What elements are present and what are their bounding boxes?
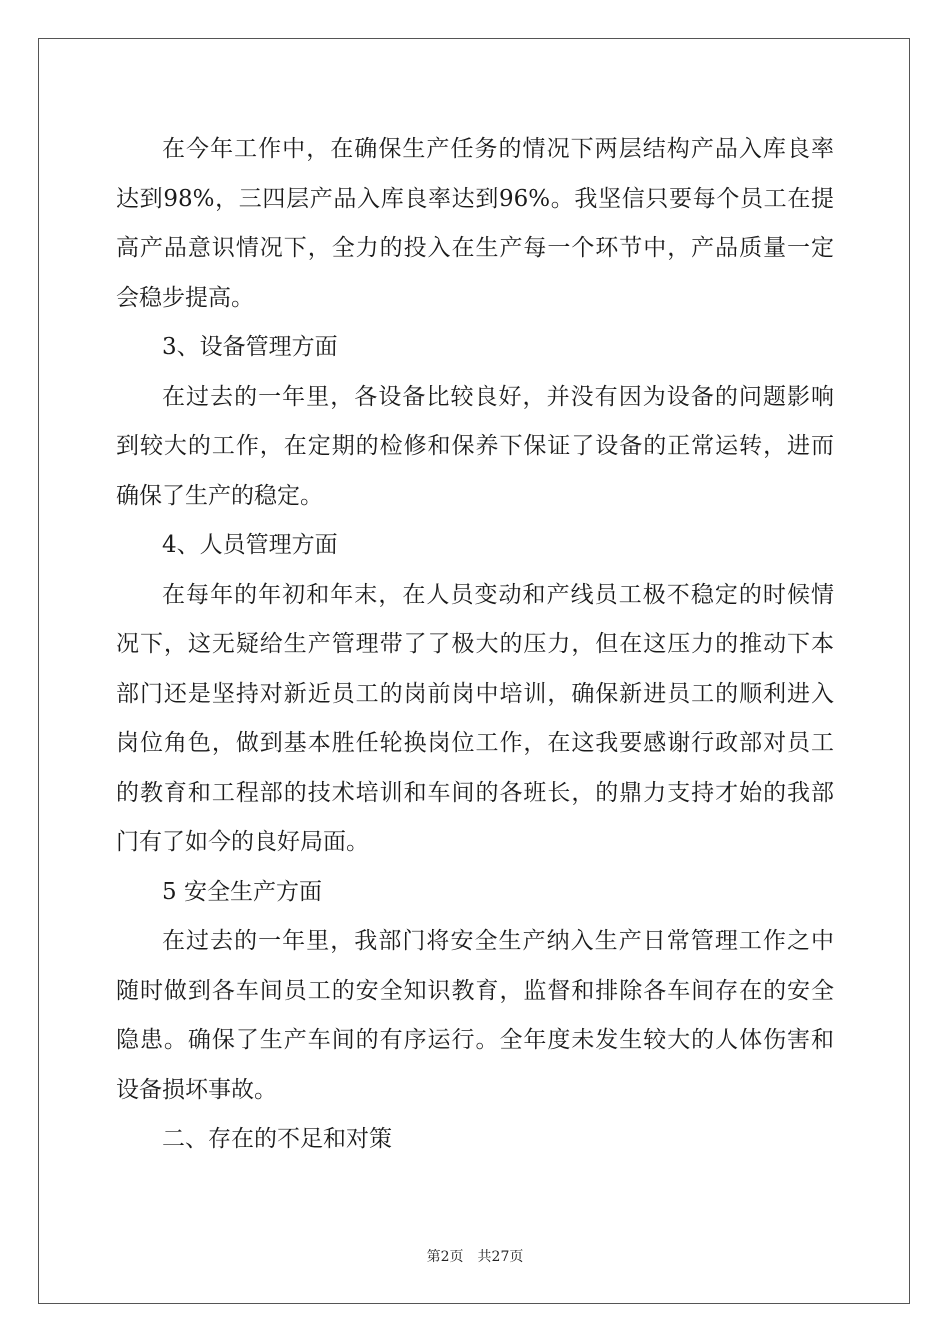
text-line: 部门还是坚持对新近员工的岗前岗中培训，确保新进员工的顺利进入 (116, 680, 834, 707)
text-line: 的教育和工程部的技术培训和车间的各班长，的鼎力支持才始的我部 (116, 779, 834, 806)
text-line: 在过去的一年里，我部门将安全生产纳入生产日常管理工作之中 (162, 928, 834, 954)
text-line: 随时做到各车间员工的安全知识教育，监督和排除各车间存在的安全 (116, 977, 834, 1004)
text-line: 况下，这无疑给生产管理带了了极大的压力，但在这压力的推动下本 (116, 631, 834, 657)
current-page-number: 第2页 (426, 1249, 464, 1265)
section-heading: 5 安全生产方面 (162, 878, 322, 905)
total-page-count: 共27页 (477, 1249, 524, 1265)
text-line: 隐患。确保了生产车间的有序运行。全年度未发生较大的人体伤害和 (116, 1027, 834, 1053)
text-line: 在过去的一年里，各设备比较良好，并没有因为设备的问题影响 (162, 383, 834, 410)
text-line: 在今年工作中，在确保生产任务的情况下两层结构产品入库良率 (162, 136, 834, 162)
section-heading: 3、设备管理方面 (162, 334, 338, 360)
document-body (116, 125, 834, 1165)
text-line: 岗位角色，做到基本胜任轮换岗位工作，在这我要感谢行政部对员工 (116, 730, 834, 756)
page-footer (0, 1246, 950, 1266)
text-line: 门有了如今的良好局面。 (116, 829, 369, 855)
text-line: 会稳步提高。 (116, 284, 254, 311)
text-line: 确保了生产的稳定。 (116, 482, 323, 509)
text-line: 高产品意识情况下，全力的投入在生产每一个环节中，产品质量一定 (116, 235, 834, 261)
section-heading: 二、存在的不足和对策 (162, 1126, 392, 1152)
text-line: 到较大的工作，在定期的检修和保养下保证了设备的正常运转，进而 (116, 433, 834, 459)
text-line: 达到98%，三四层产品入库良率达到96%。我坚信只要每个员工在提 (116, 185, 834, 212)
section-heading: 4、人员管理方面 (162, 532, 338, 558)
text-line: 设备损坏事故。 (116, 1076, 277, 1103)
text-line: 在每年的年初和年末，在人员变动和产线员工极不稳定的时候情 (162, 581, 834, 608)
